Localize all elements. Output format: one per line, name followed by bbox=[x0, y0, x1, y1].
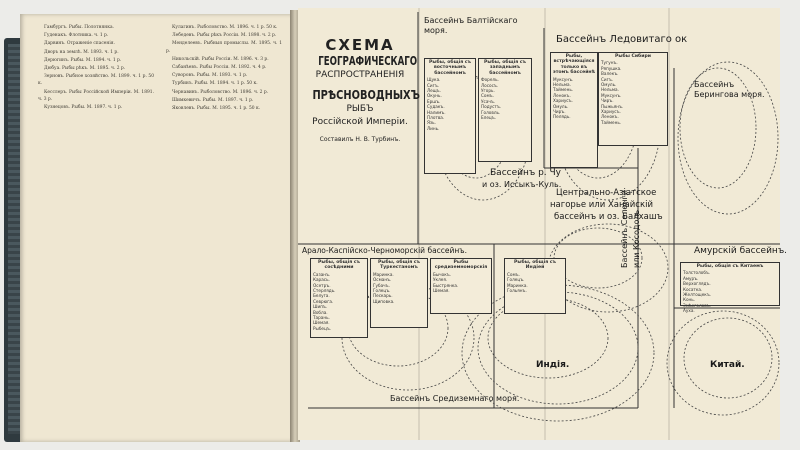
fish-species-item: Сигъ. bbox=[427, 82, 440, 88]
map-title-line2: ГЕОГРАФИЧЕСКАГО bbox=[318, 54, 418, 68]
box-items bbox=[313, 272, 365, 331]
fish-species-item: Таймень. bbox=[601, 119, 622, 125]
fish-species-item: Верхоглядъ. bbox=[683, 281, 711, 287]
bibliography-entry: Яковлевъ. Рыбы. М. 1895. ч. 1 р. 50 к. bbox=[172, 106, 261, 112]
fish-species-item: Таймень. bbox=[553, 87, 574, 93]
map-title-line6: Россійской Имперіи. bbox=[312, 117, 408, 127]
bibliography-entry: Чернавинъ. Рыболовство. М. 1896. ч. 2 р. bbox=[172, 89, 269, 95]
fish-species-item: Пелядь. bbox=[553, 114, 571, 120]
fish-species-item: Тугунъ. bbox=[601, 60, 618, 66]
fish-species-item: Муксунъ. bbox=[553, 76, 574, 82]
species-box-mediterranean bbox=[430, 258, 492, 314]
basin-label-india: Индія. bbox=[536, 360, 570, 370]
fish-species-item: Ершъ. bbox=[427, 98, 441, 104]
fish-species-item: Форель. bbox=[481, 77, 499, 83]
fish-species-item: Омуль. bbox=[601, 82, 617, 88]
fish-species-item: Гольянъ. bbox=[507, 288, 527, 294]
fish-species-item: Судакъ. bbox=[427, 104, 445, 110]
fish-species-item: Тарань. bbox=[313, 315, 330, 321]
basin-label-aral: Арало-Каспійско-Черноморскій бассейнъ. bbox=[302, 246, 467, 255]
box-heading: Рыбы, общія съ Китаемъ bbox=[696, 264, 764, 269]
fish-species-item: Вобла. bbox=[313, 309, 328, 315]
fish-species-item: Нельма. bbox=[553, 82, 571, 88]
bibliography-entry: Дюбуа. Рыбы рѣкъ. М. 1895. ч. 2 р. bbox=[44, 66, 126, 72]
bibliography-entry: Шимкевичъ. Рыбы. М. 1897. ч. 1 р. bbox=[172, 97, 254, 103]
fish-species-item: Пыжьянъ. bbox=[601, 103, 624, 109]
box-items bbox=[601, 60, 665, 125]
bibliography-entry: Никольскій. Рыбы Россіи. М. 1896. ч. 3 р. bbox=[172, 56, 269, 62]
box-items bbox=[683, 270, 777, 313]
box-heading: Рыбы, встрѣчающіяся только въ этомъ бассейнѣ bbox=[553, 54, 595, 76]
left-page-text bbox=[38, 24, 282, 434]
fish-species-item: Чиръ. bbox=[553, 109, 566, 115]
fish-species-item: Карась. bbox=[313, 277, 330, 283]
fish-species-item: Линь. bbox=[427, 125, 440, 131]
box-items bbox=[481, 77, 529, 120]
fish-species-item: Плотва. bbox=[427, 115, 445, 121]
map-author: Составилъ Н. В. Турбинъ. bbox=[319, 136, 401, 143]
basin-label-chu-1: Бассейнъ р. Чу bbox=[490, 168, 562, 178]
bibliography-entry: Суворовъ. Рыбы. М. 1893. ч. 1 р. bbox=[172, 73, 248, 79]
fish-species-item: Османъ. bbox=[373, 277, 392, 283]
fish-species-item: Змѣеголовъ. bbox=[683, 302, 711, 308]
map-title-line4: ПРѢСНОВОДНЫХЪ bbox=[312, 88, 420, 102]
fish-species-item: Маринка. bbox=[507, 282, 528, 288]
basin-label-china: Китай. bbox=[710, 360, 745, 370]
fish-species-item: Ленокъ. bbox=[553, 92, 571, 98]
fish-species-item: Уклея. bbox=[433, 277, 448, 283]
basin-label-baltic: Бассейнъ Балтійскаго моря. bbox=[424, 16, 518, 35]
bibliography-entry: Кулагинъ. Рыболовство. М. 1896. ч. 1 р. 50 к. bbox=[172, 25, 278, 30]
bibliography-entry: Кузнецовъ. Рыбы. М. 1897. ч. 1 р. bbox=[44, 105, 123, 111]
bibliography-entry: Дворъ на землѣ. М. 1893. ч. 1 р. bbox=[44, 49, 119, 55]
box-items bbox=[553, 77, 595, 120]
fish-species-item: Омуль. bbox=[553, 103, 569, 109]
box-heading: Рыбы, общія съ восточнымъ бассейномъ bbox=[429, 60, 471, 76]
fish-species-item: Осетръ. bbox=[313, 282, 331, 288]
fish-species-item: Желтощекъ. bbox=[683, 292, 712, 298]
basin-label-amur: Амурскій бассейнъ. bbox=[694, 246, 788, 256]
box-heading: Рыбы, общія съ Туркестаномъ bbox=[378, 260, 420, 271]
bibliography-entry: Гуденакъ. Флотника. ч. 1 р. bbox=[44, 33, 109, 39]
fish-species-item: Шипъ. bbox=[313, 304, 328, 310]
fish-species-item: Толстолобъ. bbox=[683, 270, 711, 276]
species-box-india bbox=[504, 258, 566, 314]
fish-species-item: Нельма. bbox=[601, 87, 619, 93]
bibliography-entry: Лебедевъ. Рыбы рѣкъ Россіи. М. 1898. ч. 2 р. bbox=[172, 33, 277, 39]
fish-species-item: Налимъ. bbox=[427, 109, 446, 115]
bibliography-entry: Зерновъ. Рыбное хозяйство. М. 1899. ч. 1 р. 50 к. bbox=[38, 74, 154, 87]
basin-label-arctic: Бассейнъ Ледовитаго ок bbox=[556, 34, 688, 45]
fish-species-item: Бычокъ. bbox=[433, 271, 452, 277]
species-box-turkestan bbox=[370, 258, 428, 328]
fish-species-item: Шемая. bbox=[433, 288, 450, 294]
basin-label-bering: Бассейнъ Берингова моря. bbox=[694, 80, 765, 99]
basin-label-selenga-2: или Косодоль bbox=[632, 209, 641, 268]
species-box-siberia bbox=[598, 52, 668, 146]
fish-species-item: Белуга. bbox=[313, 293, 330, 299]
map-title-line1: СХЕМА bbox=[325, 36, 395, 54]
species-box-aral-common bbox=[310, 258, 368, 338]
bibliography-entry: Менделеевъ. Рыбныя промыслы. М. 1895. ч. 1 р. bbox=[166, 41, 282, 54]
fish-species-item: Амуръ. bbox=[683, 275, 699, 281]
fish-species-item: Конь. bbox=[683, 297, 696, 303]
fish-species-item: Шемая. bbox=[313, 320, 330, 326]
basin-label-central-asia-3: бассейнъ и оз. Балхашъ bbox=[554, 212, 663, 222]
fish-species-item: Подустъ. bbox=[481, 104, 502, 110]
fish-species-item: Рыбецъ. bbox=[313, 325, 332, 331]
basin-label-selenga-1: Бассейнъ Селенги bbox=[620, 190, 629, 268]
fish-species-item: Ленокъ. bbox=[601, 114, 619, 120]
basin-label-central-asia-1: Центрально-Азіатское bbox=[556, 188, 657, 198]
fish-species-item: Сигъ. bbox=[601, 76, 614, 82]
species-box-baltic-west bbox=[478, 58, 532, 162]
box-items bbox=[373, 272, 425, 304]
fish-species-item: Косатка. bbox=[683, 286, 703, 292]
fish-species-item: Сомъ. bbox=[481, 93, 494, 99]
fish-species-item: Сазанъ. bbox=[313, 271, 331, 277]
basin-label-chu-2: и оз. Иссыкъ-Куль. bbox=[482, 180, 562, 189]
fish-species-item: Ряпушка. bbox=[601, 65, 622, 71]
fish-species-item: Губачъ. bbox=[373, 282, 390, 288]
box-heading: Рыбы средиземноморскія bbox=[434, 260, 488, 271]
fish-species-item: Головль. bbox=[481, 109, 501, 115]
bibliography-entry: Дарвинъ. Отраженіе спасенія. bbox=[44, 41, 115, 47]
fish-species-item: Язь. bbox=[427, 120, 436, 126]
basin-label-mediterranean: Бассейнъ Средиземнаго моря. bbox=[390, 394, 520, 403]
map-title-block bbox=[302, 36, 418, 143]
fish-species-item: Лещъ. bbox=[427, 88, 441, 94]
fish-species-item: Ауха. bbox=[683, 308, 695, 314]
bibliography-entry: Дерюгинъ. Рыбы. М. 1894. ч. 1 р. bbox=[44, 57, 122, 63]
fish-species-item: Щиповка. bbox=[373, 298, 395, 304]
fish-species-item: Сомъ. bbox=[507, 271, 520, 277]
left-page bbox=[20, 14, 292, 442]
species-box-arctic-endemic bbox=[550, 52, 598, 168]
fish-species-item: Елецъ. bbox=[481, 115, 497, 121]
fish-species-item: Лососъ. bbox=[481, 82, 499, 88]
fish-species-item: Окунь. bbox=[427, 93, 442, 99]
box-heading: Рыбы, общія съ западнымъ бассейномъ bbox=[484, 60, 526, 76]
fish-species-item: Севрюга. bbox=[313, 298, 334, 304]
box-heading: Рыбы, общія съ сосѣдними bbox=[318, 260, 360, 271]
box-items bbox=[433, 272, 489, 294]
fish-distribution-map bbox=[298, 8, 788, 440]
fish-species-item: Хариусъ. bbox=[601, 109, 621, 115]
fish-species-item: Муксунъ. bbox=[601, 92, 622, 98]
fish-species-item: Усачъ. bbox=[481, 98, 496, 104]
bibliography-entry: Турбинъ. Рыбы. М. 1894. ч. 1 р. 50 к. bbox=[172, 81, 258, 87]
fish-species-item: Щука. bbox=[427, 77, 441, 83]
fish-species-item: Пескарь. bbox=[373, 293, 393, 299]
species-box-amur-china bbox=[680, 262, 780, 314]
bibliography-entry: Сабанѣевъ. Рыбы Россіи. М. 1892. ч. 4 р. bbox=[172, 65, 267, 71]
fish-species-item: Голецъ. bbox=[373, 288, 391, 294]
map-title-line3: РАСПРОСТРАНЕНІЯ bbox=[315, 70, 405, 80]
box-items bbox=[507, 272, 563, 294]
fish-species-item: Угорь. bbox=[481, 88, 495, 94]
fish-species-item: Маринка. bbox=[373, 271, 394, 277]
fish-species-item: Голецъ. bbox=[507, 277, 525, 283]
box-heading: Рыбы Сибири bbox=[614, 54, 651, 59]
species-box-baltic-east bbox=[424, 58, 476, 174]
basin-label-central-asia-2: нагорье или Ханайскій bbox=[550, 200, 653, 210]
fish-species-item: Стерлядь. bbox=[313, 288, 336, 294]
fish-species-item: Хариусъ. bbox=[553, 98, 573, 104]
fish-species-item: Чиръ. bbox=[601, 98, 614, 104]
box-heading: Рыбы, общія съ Индіей bbox=[514, 260, 556, 271]
fish-species-item: Быстрянка. bbox=[433, 282, 459, 288]
bibliography-entry: Кесслеръ. Рыбы Россійской Имперіи. М. 1891. ч. 3 р. bbox=[38, 89, 154, 102]
bibliography-entry: Гамбургъ. Рыбы. Полотнянка. bbox=[44, 25, 114, 30]
map-title-line5: РЫБЪ bbox=[346, 104, 374, 114]
fish-species-item: Валекъ. bbox=[601, 71, 619, 77]
box-items bbox=[427, 77, 473, 131]
